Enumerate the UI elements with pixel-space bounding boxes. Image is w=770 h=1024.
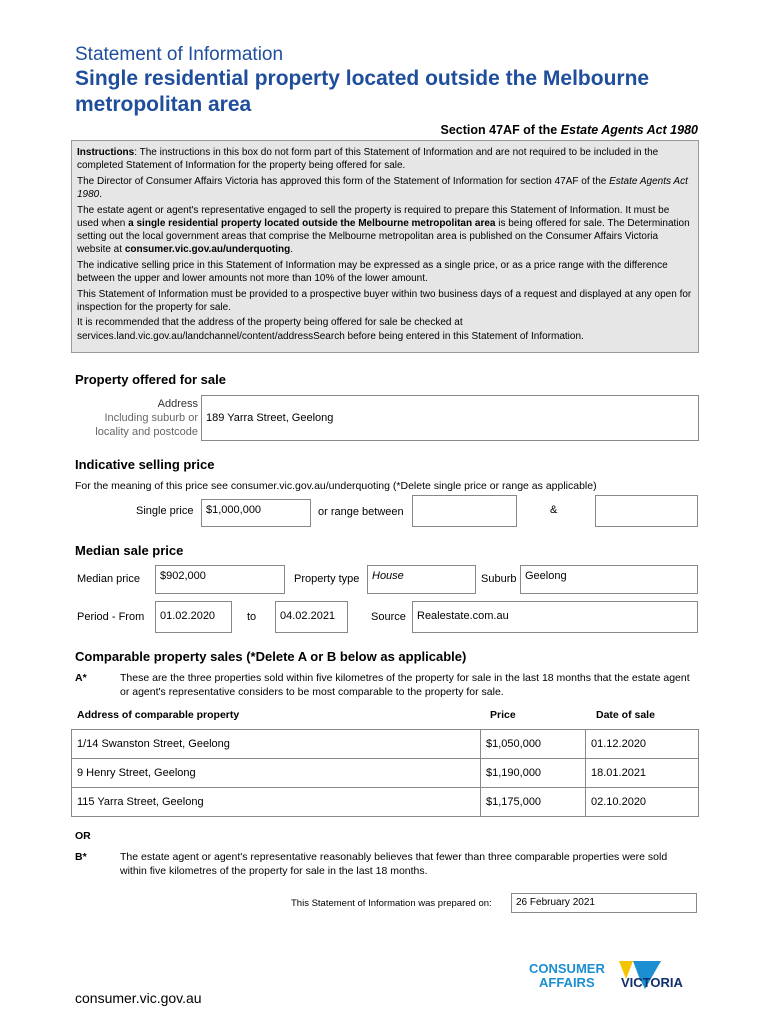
property-type-label: Property type — [294, 573, 360, 585]
form-overline: Statement of Information — [75, 44, 284, 65]
instructions-p3-url: consumer.vic.gov.au/underquoting — [124, 244, 291, 256]
period-to-label: to — [247, 611, 257, 623]
source-field[interactable]: Realestate.com.au — [412, 601, 698, 633]
address-label-line3: locality and postcode — [95, 426, 198, 438]
page-title: Single residential property located outside the Melbourne metropolitan area — [75, 67, 650, 116]
address-field[interactable]: 189 Yarra Street, Geelong — [201, 395, 699, 441]
table-row — [72, 759, 699, 788]
selling-price-heading: Indicative selling price — [75, 457, 215, 472]
option-b-text: The estate agent or agent's representative reasonably believes that fewer than three comparable properties were sold within five kilometres of the property for sale in the last 18 months. — [120, 851, 668, 877]
range-label: or range between — [318, 506, 404, 518]
comparable-price-cell[interactable]: $1,050,000 — [481, 730, 586, 759]
comparable-address-cell[interactable]: 9 Henry Street, Geelong — [72, 759, 481, 788]
logo-text-consumer: CONSUMER — [529, 961, 605, 976]
source-label: Source — [371, 611, 406, 623]
address-label — [70, 397, 198, 439]
instructions-p3-bold: a single residential property located outside the Melbourne metropolitan area — [128, 217, 496, 229]
comparable-heading: Comparable property sales (*Delete A or B below as applicable) — [75, 649, 467, 664]
range-high-field[interactable] — [595, 495, 698, 527]
logo-text-affairs: AFFAIRS — [539, 975, 595, 990]
single-price-field[interactable]: $1,000,000 — [201, 499, 311, 527]
col-price-header: Price — [490, 709, 516, 721]
instructions-p1: : The instructions in this box do not form part of this Statement of Information and are not required to be included in the completed Statement of Information for the property being offered for sale. — [77, 147, 659, 172]
instructions-p3e: . — [290, 244, 293, 256]
range-ampersand: & — [550, 504, 558, 516]
instructions-p2-act: Estate Agents Act 1980 — [77, 175, 688, 200]
median-heading: Median sale price — [75, 543, 184, 558]
option-b-marker: B* — [75, 851, 87, 863]
single-price-label: Single price — [136, 505, 194, 517]
prepared-date-field[interactable]: 26 February 2021 — [511, 893, 697, 913]
col-date-header: Date of sale — [596, 709, 655, 721]
consumer-affairs-victoria-logo — [527, 957, 702, 1009]
instructions-p6: It is recommended that the address of the property being offered for sale be checked at services.land.vic.gov.au/landchannel/content/addressSearch before being entered in this Statement of Information. — [77, 317, 584, 342]
property-heading: Property offered for sale — [75, 372, 226, 387]
section-ref-prefix: Section 47AF of the — [440, 123, 561, 137]
instructions-p3a: The estate agent or agent's representative engaged to sell the property is required to prepare this Statement of Information. It must be used when — [77, 204, 670, 229]
median-price-field[interactable]: $902,000 — [155, 565, 285, 594]
comparable-table — [71, 729, 699, 817]
period-to-field[interactable]: 04.02.2021 — [275, 601, 348, 633]
section-reference — [441, 123, 698, 137]
comparable-date-cell[interactable]: 01.12.2020 — [586, 730, 699, 759]
instructions-p3c: is being offered for sale. The Determination setting out the local government areas that comprise the Melbourne metropolitan area is published on the Consumer Affairs Victoria website at — [77, 217, 690, 256]
instructions-p4: The indicative selling price in this Statement of Information may be expressed as a single price, or as a price range with the difference between the upper and lower amounts not more than 10% of the lower amount. — [77, 259, 668, 284]
address-label-line2: Including suburb or — [104, 412, 198, 424]
comparable-date-cell[interactable]: 18.01.2021 — [586, 759, 699, 788]
comparable-address-cell[interactable]: 115 Yarra Street, Geelong — [72, 788, 481, 817]
range-low-field[interactable] — [412, 495, 517, 527]
median-price-label: Median price — [77, 573, 140, 585]
instructions-label: Instructions — [77, 147, 135, 158]
comparable-date-cell[interactable]: 02.10.2020 — [586, 788, 699, 817]
suburb-field[interactable]: Geelong — [520, 565, 698, 594]
option-a-text: These are the three properties sold within five kilometres of the property for sale in the last 18 months that the estate agent or agent's representative considers to be most comparable to the property for sale. — [120, 672, 690, 698]
period-from-label: Period - From — [77, 611, 145, 623]
instructions-p2a: The Director of Consumer Affairs Victoria has approved this form of the Statement of Information for section 47AF of the — [77, 175, 610, 187]
comparable-price-cell[interactable]: $1,175,000 — [481, 788, 586, 817]
prepared-label: This Statement of Information was prepared on: — [291, 898, 492, 909]
instructions-p2c: . — [99, 189, 103, 200]
instructions-box — [71, 140, 699, 353]
or-label: OR — [75, 830, 91, 842]
table-row — [72, 730, 699, 759]
selling-price-note: For the meaning of this price see consumer.vic.gov.au/underquoting (*Delete single price or range as applicable) — [75, 480, 597, 492]
section-ref-act: Estate Agents Act 1980 — [560, 123, 698, 137]
table-row — [72, 788, 699, 817]
property-type-field[interactable]: House — [367, 565, 476, 594]
option-a-marker: A* — [75, 672, 87, 684]
footer-url: consumer.vic.gov.au — [75, 990, 202, 1006]
col-address-header: Address of comparable property — [77, 709, 240, 721]
comparable-address-cell[interactable]: 1/14 Swanston Street, Geelong — [72, 730, 481, 759]
address-label-line1: Address — [157, 398, 198, 410]
instructions-p5: This Statement of Information must be provided to a prospective buyer within two business days of a request and displayed at any open for inspection for the property for sale. — [77, 288, 692, 313]
suburb-label: Suburb — [481, 573, 517, 585]
period-from-field[interactable]: 01.02.2020 — [155, 601, 232, 633]
comparable-price-cell[interactable]: $1,190,000 — [481, 759, 586, 788]
logo-text-victoria: VICTORIA — [621, 975, 683, 990]
